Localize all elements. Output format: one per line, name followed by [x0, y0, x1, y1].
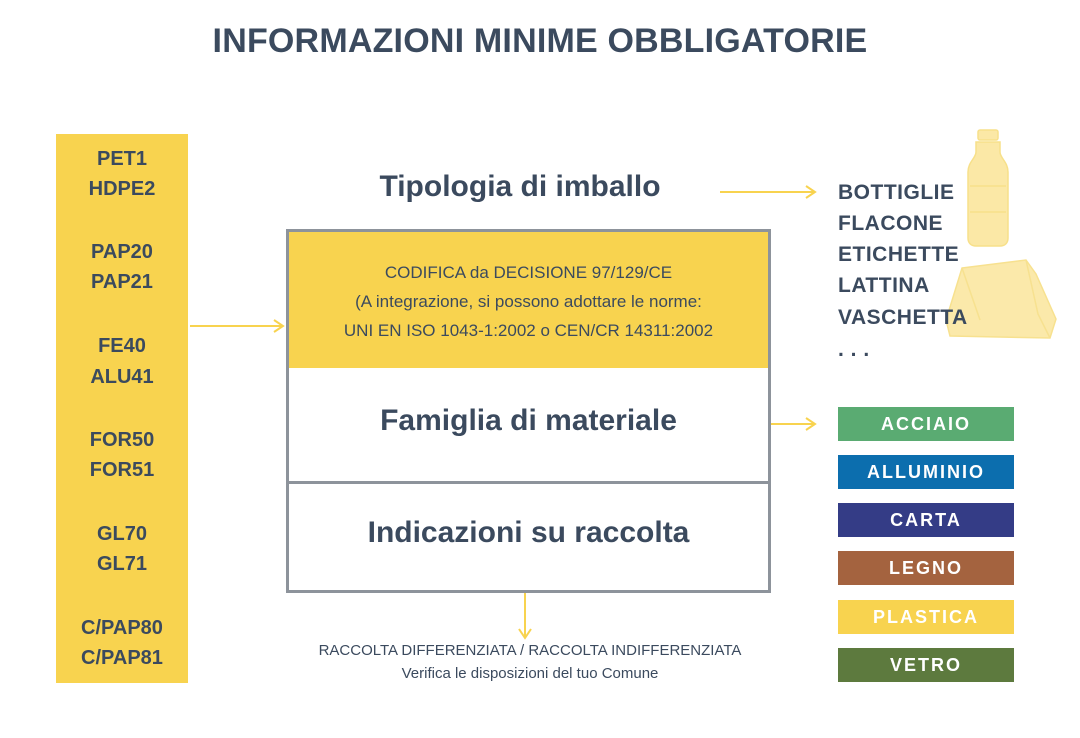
- material-tag-plastica: PLASTICA: [838, 600, 1014, 634]
- packaging-item-ellipsis: . . .: [838, 338, 870, 361]
- code-label: GL70: [96, 523, 148, 545]
- collection-note-line-1: RACCOLTA DIFFERENZIATA / RACCOLTA INDIFFERENZIATA: [318, 642, 742, 659]
- coding-line-2: (A integrazione, si possono adottare le norme:: [355, 292, 702, 311]
- code-label: PAP20: [91, 241, 153, 263]
- central-info-box: [286, 229, 771, 593]
- coding-section: [289, 232, 768, 368]
- coding-line-1: CODIFICA da DECISIONE 97/129/CE: [384, 263, 673, 282]
- packaging-item: VASCHETTA: [838, 306, 968, 329]
- code-label: C/PAP80: [81, 617, 163, 639]
- code-label: ALU41: [90, 366, 154, 388]
- collection-note-line-2: Verifica le disposizioni del tuo Comune: [401, 665, 659, 682]
- material-tag-legno: LEGNO: [838, 551, 1014, 585]
- code-label: PET1: [96, 148, 148, 170]
- code-label: HDPE2: [88, 178, 156, 200]
- code-label: FOR50: [89, 429, 155, 451]
- code-label: FE40: [98, 335, 146, 357]
- code-label: FOR51: [89, 459, 155, 481]
- packaging-type-label: Tipologia di imballo: [379, 170, 661, 203]
- page-title: INFORMAZIONI MINIME OBBLIGATORIE: [212, 22, 868, 60]
- packaging-item: ETICHETTE: [838, 243, 960, 266]
- material-family-label: Famiglia di materiale: [380, 404, 677, 437]
- material-tag-acciaio: ACCIAIO: [838, 407, 1014, 441]
- code-label: PAP21: [91, 271, 153, 293]
- material-tag-alluminio: ALLUMINIO: [838, 455, 1014, 489]
- material-tag-vetro: VETRO: [838, 648, 1014, 682]
- packaging-item: LATTINA: [838, 274, 930, 297]
- collection-label: Indicazioni su raccolta: [367, 516, 690, 549]
- code-label: GL71: [96, 553, 148, 575]
- packaging-item: FLACONE: [838, 212, 943, 235]
- divider: [289, 481, 768, 484]
- code-label: C/PAP81: [81, 647, 163, 669]
- packaging-item: BOTTIGLIE: [838, 181, 955, 204]
- coding-line-3: UNI EN ISO 1043-1:2002 o CEN/CR 14311:2002: [343, 321, 714, 340]
- material-tag-carta: CARTA: [838, 503, 1014, 537]
